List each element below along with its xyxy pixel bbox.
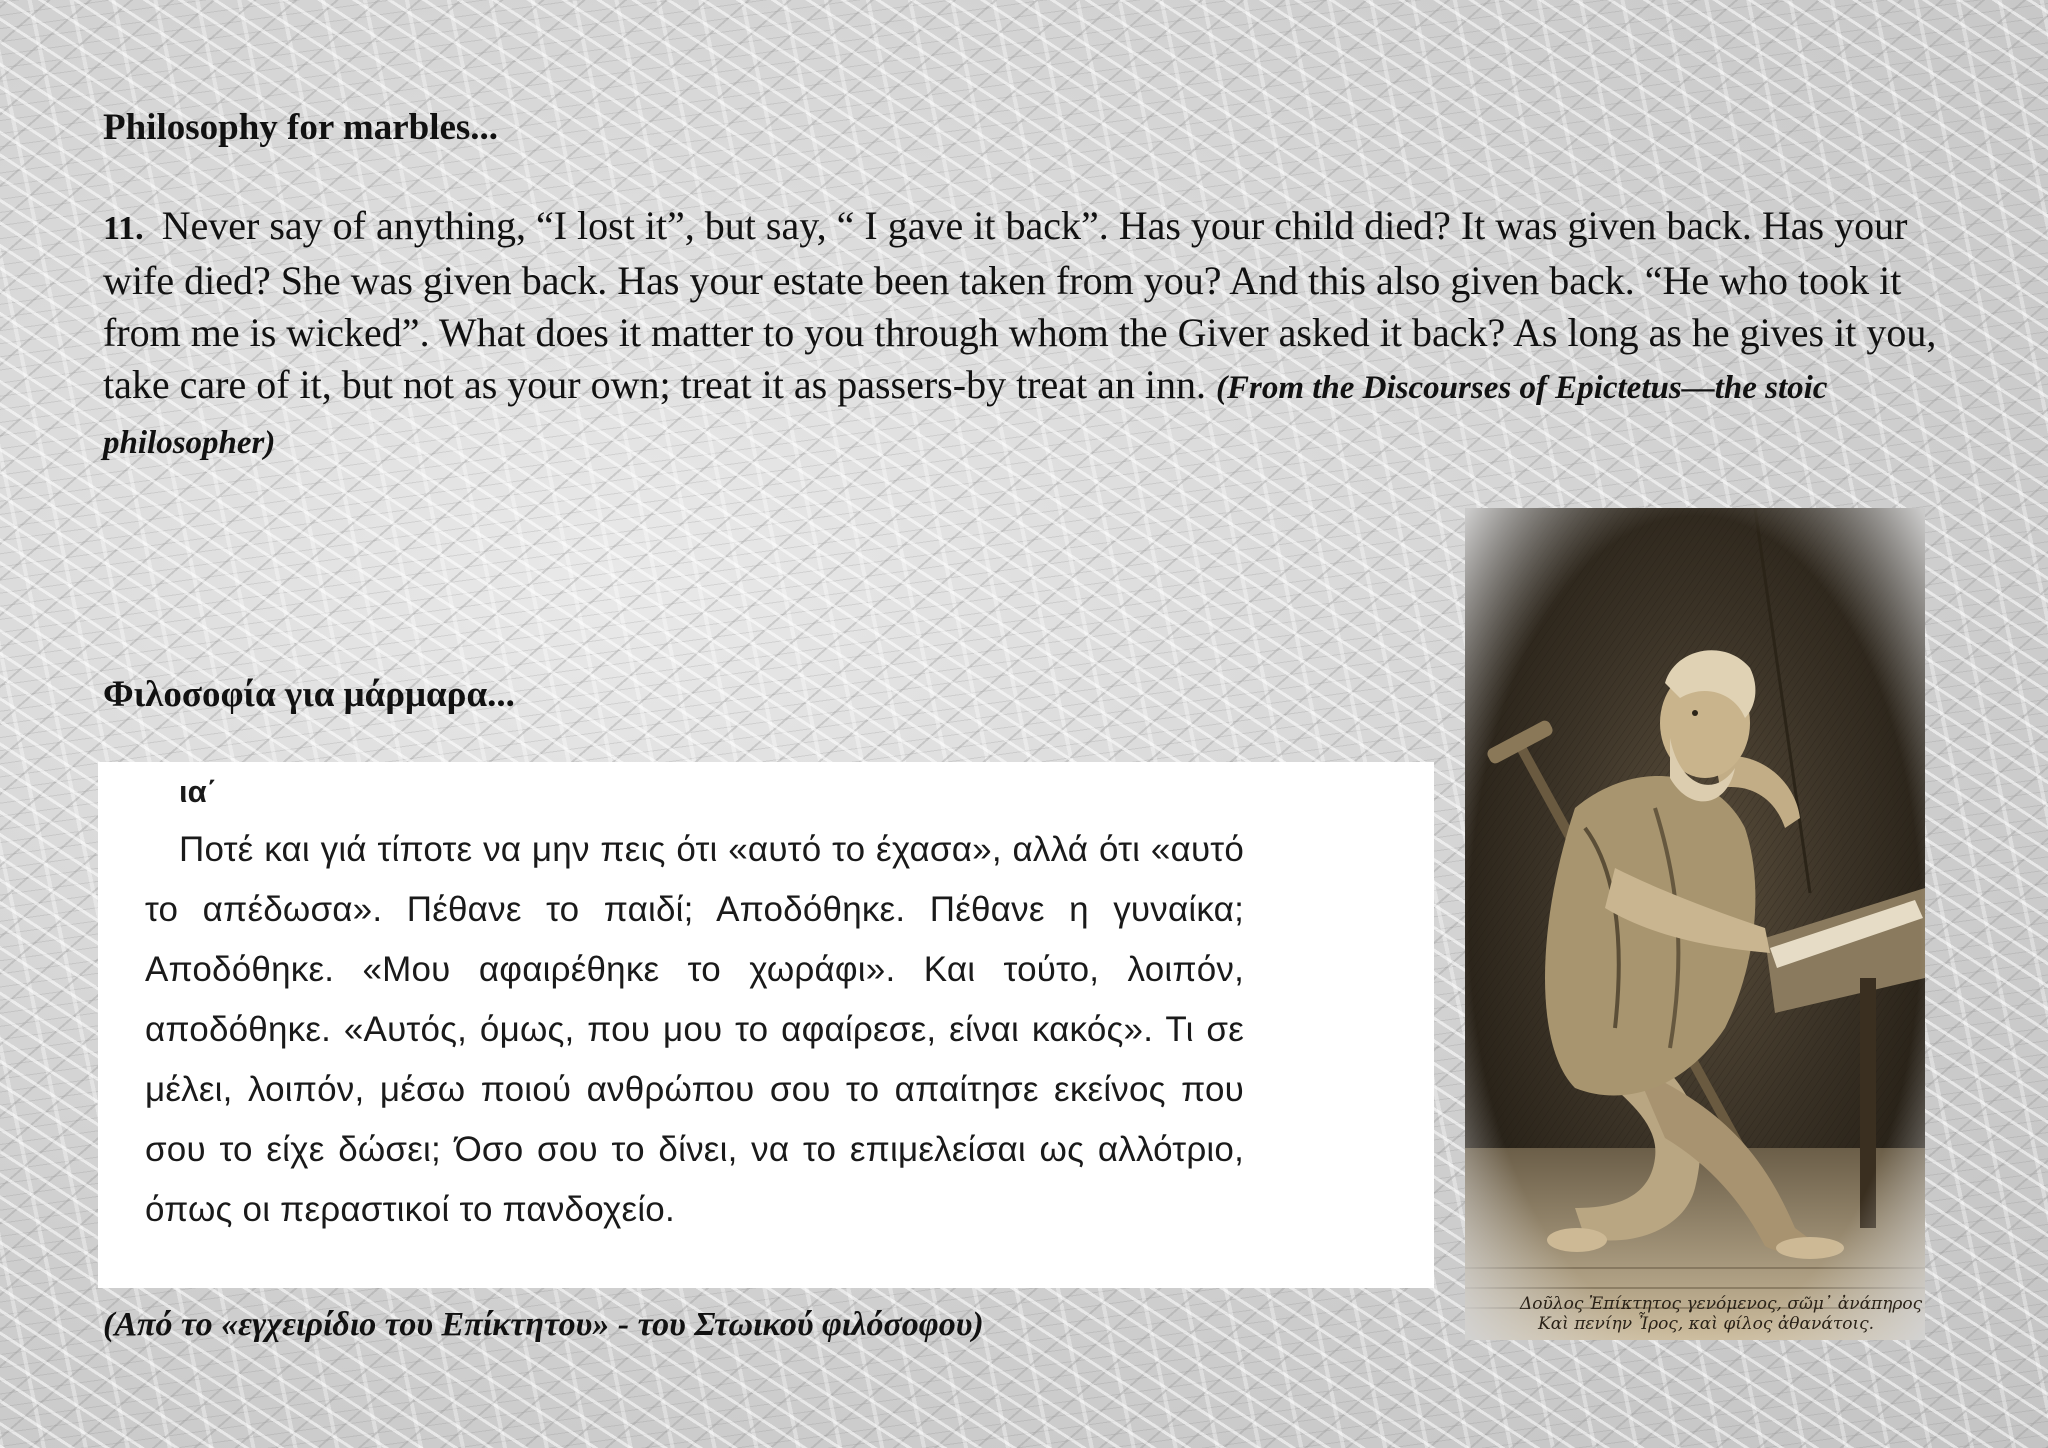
english-quote-text: Never say of anything, “I lost it”, but say, “ I gave it back”. Has your child died? It was given back. Has your wife died? She was given back. Has your estate been taken from you? And this also given back. “He who took it from me is wicked”. What does it matter to you through whom the Giver asked it back? As long as he gives it you, take care of it, but not as your own; treat it as passers-by treat an inn.: [103, 203, 1937, 407]
greek-quote-text: Ποτέ και γιά τίποτε να μην πεις ότι «αυτό το έχασα», αλλά ότι «αυτό το απέδωσα». Πέθανε το παιδί; Αποδόθηκε. Πέθανε η γυναίκα; Αποδόθηκε. «Μου αφαιρέθηκε το χωράφι». Και τούτο, λοιπόν, αποδόθηκε. «Αυτός, όμως, που μου το αφαίρεσε, είναι κακός». Τι σε μέλει, λοιπόν, μέσω ποιού ανθρώπου σου το απαίτησε εκείνος που σου το είχε δώσει; Όσο σου το δίνει, να το επιμελείσαι ως αλλότριο, όπως οι περαστικοί το πανδοχείο.: [145, 830, 1244, 1229]
english-source: (From the Discourses of Epictetus—the stoic philosopher): [103, 370, 1828, 461]
english-quote-number: 11.: [103, 210, 144, 247]
english-quote: [103, 200, 1943, 469]
greek-source: (Από το «εγχειρίδιο του Επίκτητου» - του Στωικού φιλόσοφου): [103, 1306, 984, 1343]
greek-quote-number: ια΄: [179, 774, 217, 809]
portrait-caption-line2: Καὶ πενίην Ἶρος, καὶ φίλος ἀθανάτοις.: [1538, 1314, 1875, 1334]
english-heading: Philosophy for marbles...: [103, 107, 499, 148]
epictetus-engraving-icon: [1465, 508, 1925, 1340]
greek-heading: Φιλοσοφία για μάρμαρα...: [103, 674, 515, 715]
greek-text-scan: [98, 762, 1434, 1288]
portrait-caption-line1: Δοῦλος Ἐπίκτητος γενόμενος, σῶμ᾽ ἀνάπηρος: [1520, 1294, 1923, 1314]
